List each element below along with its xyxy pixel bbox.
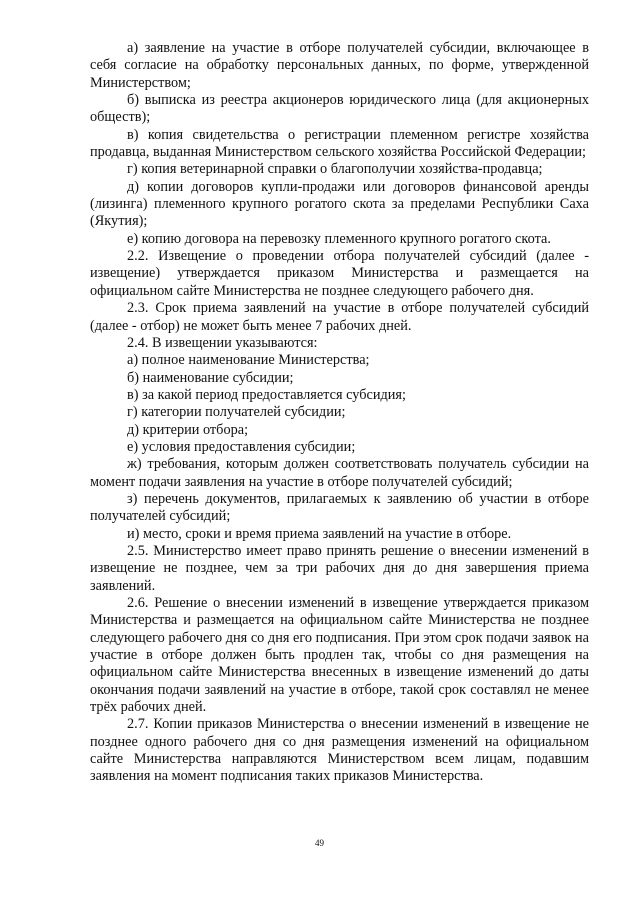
- paragraph: 2.5. Министерство имеет право принять решение о внесении изменений в извещение не позднее, чем за три рабочих дня до дня завершения приема заявлений.: [90, 542, 589, 594]
- paragraph: ж) требования, которым должен соответствовать получатель субсидии на момент подачи заявления на участие в отборе получателей субсидий;: [90, 456, 589, 490]
- paragraph: в) копия свидетельства о регистрации племенном регистре хозяйства продавца, выданная Министерством сельского хозяйства Российской Федерации;: [90, 126, 589, 161]
- page-number: 49: [315, 838, 324, 848]
- paragraph: б) наименование субсидии;: [127, 369, 294, 386]
- paragraph: в) за какой период предоставляется субсидия;: [127, 386, 406, 403]
- paragraph: 2.3. Срок приема заявлений на участие в отборе получателей субсидий (далее - отбор) не может быть менее 7 рабочих дней.: [90, 300, 589, 334]
- document-body: [90, 40, 589, 786]
- paragraph: а) полное наименование Министерства;: [127, 352, 370, 369]
- paragraph: 2.7. Копии приказов Министерства о внесении изменений в извещение не позднее одного рабочего дня со дня размещения изменений на официальном сайте Министерства направляются Министерством всем лицам, подавшим заявления на момент подписания таких приказов Министерства.: [90, 716, 589, 785]
- paragraph: б) выписка из реестра акционеров юридического лица (для акционерных обществ);: [90, 92, 589, 126]
- paragraph: д) критерии отбора;: [127, 421, 249, 438]
- paragraph: 2.4. В извещении указываются:: [127, 334, 318, 351]
- paragraph: г) копия ветеринарной справки о благополучии хозяйства-продавца;: [127, 161, 543, 178]
- paragraph: а) заявление на участие в отборе получателей субсидии, включающее в себя согласие на обработку персональных данных, по форме, утвержденной Министерством;: [90, 40, 589, 91]
- paragraph: 2.6. Решение о внесении изменений в извещение утверждается приказом Министерства и размещается на официальном сайте Министерства не позднее следующего рабочего дня со дня его подписания. При этом срок подачи заявок на участие в отборе должен быть продлен так, чтобы со дня размещения на официальном сайте Министерства внесенных в извещение изменений до даты окончания подачи заявлений на участие в отборе, такой срок составлял не менее трёх рабочих дней.: [90, 595, 589, 716]
- paragraph: г) категории получателей субсидии;: [127, 404, 346, 421]
- paragraph: 2.2. Извещение о проведении отбора получателей субсидий (далее - извещение) утверждается приказом Министерства и размещается на официальном сайте Министерства не позднее следующего рабочего дня.: [90, 248, 589, 299]
- paragraph: д) копии договоров купли-продажи или договоров финансовой аренды (лизинга) племенного крупного рогатого скота за пределами Республики Саха (Якутия);: [90, 178, 589, 230]
- paragraph: з) перечень документов, прилагаемых к заявлению об участии в отборе получателей субсидий;: [90, 490, 589, 525]
- paragraph: е) условия предоставления субсидии;: [127, 438, 356, 455]
- paragraph: и) место, сроки и время приема заявлений на участие в отборе.: [127, 525, 512, 542]
- paragraph: е) копию договора на перевозку племенного крупного рогатого скота.: [127, 230, 551, 247]
